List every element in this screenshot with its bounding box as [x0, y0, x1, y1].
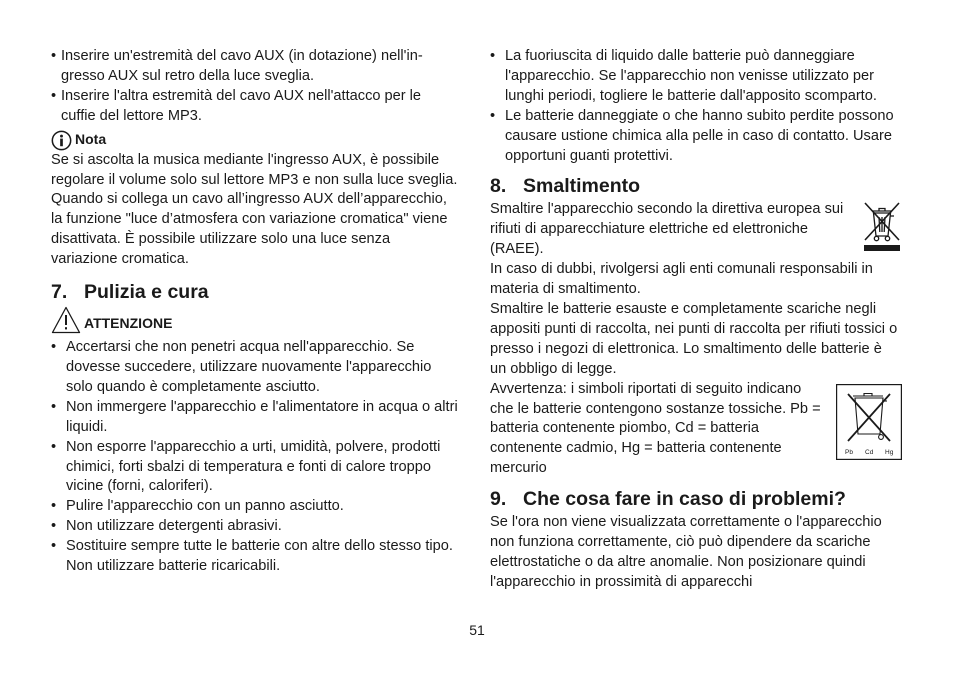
- note-paragraph: Se si ascolta la musica mediante l'ingresso AUX, è possibile regolare il volume solo sul lettore MP3 e non sulla luce sveglia.: [51, 151, 458, 188]
- note-paragraph: Quando si collega un cavo all’ingresso AUX dell’apparecchio, la funzione "luce d’atmosfera con variazione cromatica" viene disattivata. È possibile utilizzare solo una luce senza variazione cromatica.: [51, 191, 448, 268]
- battery-symbol-label: Hg: [885, 448, 894, 456]
- list-item: • Non utilizzare detergenti abrasivi.: [51, 517, 459, 537]
- list-item: • Sostituire sempre tutte le batterie con altre dello stesso tipo. Non utilizzare batterie ricaricabili.: [51, 537, 459, 577]
- section-heading-cleaning: [51, 280, 459, 304]
- disposal-paragraph: In caso di dubbi, rivolgersi agli enti comunali responsabili in materia di smaltimento.: [490, 261, 873, 298]
- cleaning-bullet-list: [51, 338, 459, 577]
- battery-bullet-list: [490, 47, 902, 166]
- page-number: 51: [469, 622, 485, 638]
- warning-label: ATTENZIONE: [84, 315, 173, 332]
- section-number: 7.: [51, 281, 68, 304]
- aux-bullet-list: [51, 47, 459, 127]
- section-number: 9.: [490, 488, 507, 511]
- disposal-paragraph: Avvertenza: i simboli riportati di seguito indicano che le batterie contengono sostanze tossiche. Pb = batteria contenente piombo, Cd = batteria contenente cadmio, Hg = batteria contenente mercurio: [490, 380, 821, 477]
- list-item: • Pulire l'apparecchio con un panno asciutto.: [51, 497, 459, 517]
- warning-heading: [51, 306, 459, 334]
- warning-triangle-icon: [51, 306, 81, 334]
- list-item: • Le batterie danneggiate o che hanno subito perdite possono causare ustione chimica alla pelle in caso di contatto. Usare opportuni guanti protettivi.: [490, 107, 902, 167]
- left-column: [51, 47, 459, 577]
- list-item: • Inserire un'estremità del cavo AUX (in dotazione) nell'in-gresso AUX sul retro della luce sveglia.: [51, 47, 459, 87]
- note-heading: [51, 130, 459, 151]
- section-heading-disposal: [490, 174, 902, 198]
- list-item: • Accertarsi che non penetri acqua nell'apparecchio. Se dovesse succedere, utilizzare nuovamente l'apparecchio solo quando è completamente asciutto.: [51, 338, 459, 398]
- section-title: Che cosa fare in caso di problemi?: [523, 488, 846, 511]
- note-label: Nota: [75, 131, 107, 148]
- crossed-out-bin-battery-icon: [836, 384, 902, 460]
- list-item: • Inserire l'altra estremità del cavo AUX nell'attacco per le cuffie del lettore MP3.: [51, 87, 459, 127]
- battery-symbol-label: Pb: [845, 448, 853, 456]
- list-item: • Non immergere l'apparecchio e l'alimentatore in acqua o altri liquidi.: [51, 398, 459, 438]
- list-item: • Non esporre l'apparecchio a urti, umidità, polvere, prodotti chimici, forti sbalzi di temperatura e fonti di calore troppo vicine (forni, caloriferi).: [51, 438, 459, 498]
- section-number: 8.: [490, 175, 507, 198]
- disposal-paragraph: Smaltire le batterie esauste e completamente scariche negli appositi punti di raccolta, nei punti di raccolta per rifiuti tossici o presso i negozi di elettronica. Lo smaltimento delle batterie è un obbligo di legge.: [490, 300, 898, 377]
- info-circle-icon: [51, 130, 72, 151]
- section-heading-problems: [490, 487, 902, 511]
- crossed-out-wheelie-bin-icon: [862, 200, 902, 252]
- disposal-paragraph: Smaltire l'apparecchio secondo la direttiva europea sui rifiuti di apparecchiature elettriche ed elettroniche (RAEE).: [490, 201, 844, 258]
- problems-paragraph: Se l'ora non viene visualizzata correttamente o l'apparecchio non funziona correttamente, ciò può dipendere da scariche elettrostatiche o da altre anomalie. Non posizionare quindi l'apparecchio in prossimità di apparecchi: [490, 514, 882, 590]
- section-title: Smaltimento: [523, 175, 641, 198]
- section-title: Pulizia e cura: [84, 281, 209, 304]
- battery-symbol-label: Cd: [865, 448, 874, 456]
- list-item: • La fuoriuscita di liquido dalle batterie può danneggiare l'apparecchio. Se l'apparecchio non venisse utilizzato per lunghi periodi, togliere le batterie dall'apposito scomparto.: [490, 47, 902, 107]
- right-column: [490, 47, 902, 593]
